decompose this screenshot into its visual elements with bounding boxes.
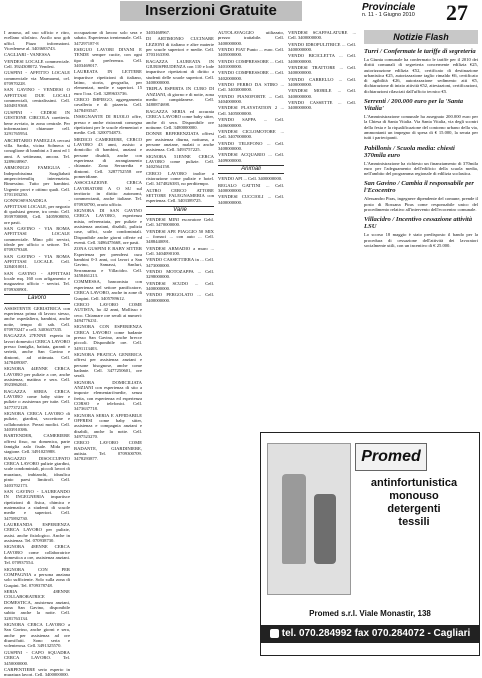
classifieds-column-1	[4, 30, 70, 678]
article-title: Serrenti / 200.000 euro per la 'Santa Vitalia'	[364, 98, 464, 113]
classified-ad: SAN GAVINO - VIA ROMA AFFITTASI LOCALE commerciale. Mino pfit servizi, ideale per ufficio o settore. Tel. 0709379348.	[4, 226, 70, 253]
classified-ad: VENDO PIANOFORTE ... Cell. 3404000000.	[218, 93, 284, 105]
promed-advertisement	[260, 432, 480, 656]
classified-ad: LAUREATA IN LETTERE impartisce ripetizioni di italiano, latino, storia, geografia, per elementari, medie e superiori. 15 euro l'ora. Cell. 3289633736.	[74, 69, 142, 96]
classified-ad: LAUREANDA ESPERIENZA CERCA LAVORO per pulizie, assist. anche fisiologico. Anche in assistenza. Tel. 070938730.	[4, 521, 70, 543]
article-body: L'Amministrazione ha richiesto un finanziamento di 370mila euro per l'adeguamento dell'edificio della scuola media, nell'ambito del programma regionale di edilizia scolastica.	[364, 160, 478, 177]
classified-ad: ARMONIGO FAMIGLIA - Indeprobissima Soagliabati amperciviemiliq interenzieia. Bimessino. Tutto per bambini. Urgente provi e ottimo quali. Cell. 3701183250.	[4, 165, 70, 197]
classified-ad: VENDESI ARMADIO a muro ... Cell. 3404090100.	[146, 245, 214, 257]
product-image	[267, 443, 351, 595]
classified-ad: SIGNORA CON ESPERIENZA CERCA LAVORO come badante presso San Gavino, anche brecce piccoli. Disponibile ore. Cell. 3491113403.	[74, 324, 142, 351]
section-title: Inserzioni Gratuite	[120, 1, 302, 21]
classified-ad: VENDO BICICLETTA ... Cell. 3400000000.	[288, 53, 356, 64]
news-articles	[364, 48, 478, 248]
canister-icon	[314, 494, 336, 564]
article-title: San Gavino / Cambia il responsabile per l'Ecocentro	[364, 180, 474, 195]
classified-ad: VENDESI LOCALE commerciale. Cell. 3924308072. Vendesi.	[4, 58, 70, 70]
article-title: Pabillonis / Scuola media: chiesti 370mila euro	[364, 144, 455, 159]
slogan-line: antinfortunistica	[370, 477, 458, 489]
classified-ad: BARTENDER, CAMERIERE offresi fisso, no domenica, parte famiglia zalo fisale. Mida per stagione. Cell. 3491025988.	[4, 433, 70, 455]
classified-ad: GONNOSFANADIGA - AFFITTASI LOCALE, per negozio di qualsiasi genere, tra cento. Cell. 3939700088, Cell. 3405908050, ore pasti.	[4, 198, 70, 225]
classified-ad: VENDESI MINI escavatore Gehl. Cell. 3470000000.	[146, 217, 214, 228]
news-article	[364, 48, 478, 94]
classified-ad: SAN GAVINO - VENDESI O AFFITTASI DUE LOCALI commerciali, centralissimi. Cell. 3404819368.	[4, 87, 70, 109]
classified-ad: VENDO MOTOZAPPA ... Cell. 3298000000.	[146, 269, 214, 280]
classified-ad: SIGNORA DI SAN GAVINO CERCA LAVORO, esperienza mista, referenziata, per pulizie e assistenza anziani, disabili, pulizia case, uffici, scale condominiali. Disponibile anche giorni offerte ed eventi. Cell. 3486475668, ore pasti.	[74, 208, 142, 246]
classified-ad: SAN GAVINO - LAUREANDO IN INGEGNERIA impartisce ripetizioni di fisica, chimica e matematica a studenti di scuole medie e superiori. Cell. 3475892730.	[4, 488, 70, 521]
article-title: Villacidro / Incentivo cessazione attività LSU	[364, 216, 473, 231]
classified-ad: GUSPINI - CEDESI IN GESTIONE CIRCOLA caretteria. bene avviato, in zona centrale. Per informazioni chiamare cell. 3291765954.	[4, 109, 70, 137]
article-title: Turri / Confermate le tariffe di segreteria	[364, 48, 476, 55]
classified-ad: VENDESI ACQUARIO ... Cell. 3409000000.	[218, 152, 284, 163]
classified-ad: I annoso, ad uso ufficio e ritro, ecellano silofatro. Ascilo uno gob ufficl. Piazo informatoni. Vicedenese al. 3403683743.	[4, 30, 70, 52]
classified-ad: VENDESI CICLOMOTORE ... Cell. 3407000000.	[218, 128, 284, 140]
classified-ad: VENDESI PLAYSTATION 2 ... Cell. 3405000000.	[218, 105, 284, 116]
classified-ad: CERCO IMPIEGO, aggregamento cavalleria e di pizzeria. Cell. 3478493547.	[74, 97, 142, 113]
classified-ad: CERCO LAVORO inoltre a ristorazione come pulizie e hotel. Cell. 3474826383, no perditempo.	[146, 170, 214, 187]
column-4b-entries	[218, 176, 284, 205]
classified-ad: VENDO COMPRESSORE ... Cell. 3402000000.	[218, 70, 284, 81]
classified-ad: SIGNORA 44ENNE CERCA LAVORO per pulizie a ore, anche assistenza, mattina e sera. Cell. 3923862041.	[4, 366, 70, 388]
classified-ad: VENDO CASSETTE ... Cell. 3400000000.	[288, 100, 356, 111]
article-body: L'Amministrazione comunale ha assegnato 200.000 euro per la Chiesa di Santa Vitalia. Via Santa Vitalia, via degli scontri della festa e la riqualificazione del contorno urbano della via, ammontanti un impegno di spesa di € 15.000, la serata per tutti i partecipanti.	[364, 114, 478, 141]
classified-ad: VENDO CARRELLO ... Cell. 3400000000.	[288, 76, 356, 88]
bottle-icon	[282, 474, 306, 564]
slogan-line: detergenti	[387, 503, 441, 515]
classified-ad: VENDESI SCUDO ... Cell. 3400000000.	[146, 280, 214, 292]
classified-ad: ASSISTENTE GERIATRICA con esperienza prima di lavoro stesso, anche ospedaliera, bambini, anche notte, tempo di sab. Cell. 070970247 o cell. 3403637335.	[4, 305, 70, 332]
news-article	[364, 180, 478, 212]
classifieds-column-3	[146, 30, 214, 646]
classified-ad: VENDESI SCAFFALATURE ... Cell. 3400000000.	[288, 30, 356, 41]
ad-address: Promed s.r.l. Viale Monastir, 138	[309, 609, 431, 618]
classified-ad: CERCO LAVORO COME AUTISTA, ho 42 anni, Mollisso e ceco. Chiamare ore serali ai numeri: 3494776231.	[74, 301, 142, 323]
classifieds-column-5	[288, 30, 356, 428]
classified-ad: RAGAZZA SERIA CERCA LAVORO come baby sitter e pulizie o assistenza per tutte. Cell. 3477372128.	[4, 388, 70, 410]
classified-ad: VENDO PERGOLATO ... Cell. 3400000000.	[146, 292, 214, 303]
classified-ad: CARPENTIERE serio esperto in muratura lavori. Cell. 3400000000.	[4, 666, 70, 678]
classified-ad: SIGNORA 51ENNE CERCA LAVORO come pulizie. Cell. 3402564158.	[146, 153, 214, 170]
classified-ad: RAGAZZA LAUREATA IN GIURISPRUDENZA con 110 e lode impartisce ripetizioni di diritto a studenti delle scuole superiori. Cell. 3400000000.	[146, 58, 214, 86]
news-article	[364, 216, 478, 248]
column-3-entries	[146, 30, 214, 204]
classified-ad: SAN GAVINO - VIA ROMA AFFITTASI LOCALE. Cell. 3284010011.	[4, 253, 70, 270]
slogan-line: monouso	[389, 490, 439, 502]
classified-ad: VENDESI MOBILE ... Cell. 3400000000.	[288, 88, 356, 99]
classified-ad: RAGAZZO DISOCCUPATO CERCA LAVORO pulizie giardini, scale condominiali, piccoli lavori di muratura, imbianchi, idraulica pinio paesi limitrofi. Cell. 3403702173.	[4, 455, 70, 488]
classified-ad: GUSPINI - CAPO SQUADRA CERCA LAVORO. Tel. 3450000000.	[4, 649, 70, 666]
classified-ad: SIGNORA DOMICILIATA ANZIANI con esperienza di sito a imposte elementari/medie, senza fretta, con esperienza ed esperienza CORSO e telefonici. Cell. 3473637718.	[74, 379, 142, 412]
classified-ad: SIGNORA CERCA LAVORO a San Gavino, anche giorni e sera, anche per assistenza ad ore diurni/fatti. Sono seria e volenterosa. Cell. 3491325570.	[4, 622, 70, 649]
ad-phone-bar	[261, 625, 479, 643]
classified-ad: occupazione di lavoro solo sera e sabato. Esperienza trentennale. Cell. 347297187-8	[74, 30, 142, 46]
classified-ad: DI ARTIMONIO CUCINARE LEZIONI di italiano e altre materie per scuole superiori e medie. Cell. 3703163390.	[146, 36, 214, 58]
classified-ad: VENDO CASSETTIERA in ... Cell. 3473000000.	[146, 257, 214, 268]
classified-ad: VENDESI CUCCIOLI ... Cell. 3400000000.	[218, 194, 284, 205]
article-body: Lo scorso 18 maggio è stato predisposto il bando per la procedura di cessazione dell'attività dei lavoratori socialmente utili, con un incentivo di € 25.000.	[364, 232, 478, 248]
classified-ad: VENDO FIAT Punto ... euro. Cell. 3405000000.	[218, 47, 284, 58]
classified-ad: CERCO LAVORO COME BADANTE, GIARDINIERE, autista. Tel. 0709300709. 3478293877.	[74, 440, 142, 462]
news-article	[364, 145, 478, 177]
classified-ad: SIGNORA SERIA E AFFIDABILE OFFRESI come baby sitter, assistenza e compagnia anziani e disabili, anche la notte. Cell. 3497523270.	[74, 412, 142, 440]
classified-ad: DONNE REFERENZIATA offresi per assistenza diurna, notturna, a persone anziane, malati o anche assistenza. Cell. 3493757225.	[146, 131, 214, 153]
classified-ad: GUSPINI - AFFITTO LOCALE commerciale via Marmarmi, cel. 070970228.	[4, 70, 70, 87]
classified-ad: ARCHITARIO FAMIGLIA cercasi villa. Sardia, vicina Solmeca si conoglione di bambini a 3 anni ed 1 anni. A settimana, ancora. Tel. 3289638967.	[4, 137, 70, 164]
ad-phones: tel. 070.284992 fax 070.284072 - Cagliari	[281, 628, 471, 639]
classified-ad: VENDO COMPRESSORE ... Cell. 3401000000.	[218, 58, 284, 70]
article-body: Alessandro Piras, ingegnere dipendente del comune, prende il posto di Rossana Piras come responsabile unico del procedimento relativo all'intervento dell'ecocentro comunale.	[364, 196, 478, 213]
classified-ad: VENDO API ... Cell. 3400000000.	[218, 176, 283, 182]
column-1b-entries	[4, 306, 70, 678]
section-heading-animali: Animali	[218, 165, 284, 174]
classified-ad: SAN GAVINO - AFFITTASI locale mq. 160 con arligamento e magazzino ufficio - servizi. Tel. 0709300901.	[4, 270, 70, 292]
classified-ad: RAGAZZA 27ENNE esperta in lavori domestici CERCA LAVORO presso famiglia, baitata, garanti e serietà, anche San Gavino e dintorni, ad ottimata. Cell. 3478489387.	[4, 333, 70, 365]
classified-ad: ASSOCIAZIONE CERCA LAVORATORI A O SU sul territorio in diritto autonomi, commercianti, anche italiane. Tel. 070938700, orario ufficio.	[74, 180, 142, 207]
newspaper-logo: Provinciale	[362, 2, 416, 13]
classified-ad: SERIA 48ENNE COLLABORATRICE DOMESTICA, assistenza anziani, zona San Gavino, disponibile subito anche la notte. Cell. 3281763134.	[4, 589, 70, 621]
classified-ad: VENDO SAPPA ... Cell. 3406000000.	[218, 117, 284, 128]
classified-ad: VENDESI TRATTORE ... Cell. 3400000000.	[288, 65, 356, 76]
news-article	[364, 98, 478, 140]
page-number: 27	[446, 0, 468, 25]
ad-slogan	[353, 477, 475, 529]
classified-ad: COMMESSA, banconista con esperienza nel settore panificatore, CERCA LAVORO, anche in zone di Guspini. Cell. 3405789612.	[74, 279, 142, 301]
classified-ad: AUTOLAVAGGIO utilizzato, prezzo trattabile. Cell. 3400000000.	[218, 30, 284, 46]
classified-ad: VENDO IDROPULITRICE ... Cell. 3400000000.	[288, 41, 356, 53]
classified-ad: VENDO TELEFONO ... Cell. 3408000000.	[218, 140, 284, 151]
classified-ad: TRIPLA ESPERTA IN CURO DI ANZIANI, di giorno e di notte, zona medio campidanese. Cell. 3480874698.	[146, 86, 214, 108]
classified-ad: VENDO FERRO DA STIRO ... Cell. 3403000000.	[218, 82, 284, 93]
classified-ad: 3403468967.	[146, 30, 171, 35]
column-1-entries	[4, 30, 70, 292]
section-heading-lavoro: Lavoro	[4, 294, 70, 303]
classified-ad: MEDICO CAMERIERE, CERCO LAVORO 43 anni, assisto a domicilio di bambini, anziani e persone disabili, anche con esperienza di arrangiamento chiamate. Zona Serraredia e dintorni. Cell. 3287752558 ore pomeridiane.	[74, 136, 142, 179]
column-5-entries	[288, 30, 356, 111]
news-flash-panel	[364, 30, 478, 428]
issue-date: n. 11 - 1 Giugno 2010	[362, 12, 415, 18]
classified-ad: SIGNORA PRATICA GENERICA offresi per assistenza anziani e persone bisognose, anche come badante. Cell. 3477250601, ore serali.	[74, 351, 142, 379]
promed-logo: Promed	[355, 443, 427, 471]
classifieds-column-4	[218, 30, 284, 430]
column-4-entries	[218, 30, 284, 163]
classifieds-column-2	[74, 30, 142, 646]
classified-ad: SIGNORA CERCA LAVORO di pulizie, giardini, vaccettone e collaboratrice. Prezzi modici. Cell. 3403910386.	[4, 411, 70, 433]
classified-ad: RAGAZZA SERIA ed accurata CERCA LAVORO come baby sitter, anche di sera. Disponibile ore notturne. Cell. 3480000000.	[146, 108, 214, 130]
article-body: La Giunta comunale ha confermato le tariffe per il 2010 dei diritti comunali di segreteria concernente edilizia €25, autorizzazione edilizia €52, certificato di destinazione urbanistica €25, autorizzazione taglio rimaldo €6, certificato di agibilità €26, autorizzazione sedimento atti €5, dichiarazione di inizio attività €52, attestazioni, certificazioni, dichiarazioni rilasciati dall'ufficio tecnico €5.	[364, 57, 478, 94]
classified-ad: ALTRO CERCO ATTORE SETTORE FALEGNAMERIA con esperienza. Cell. 3403389725.	[146, 187, 214, 204]
news-flash-banner: Notizie Flash	[364, 30, 478, 44]
classified-ad: SIGNORA CON PER COMPAGNIA a persona anziana solo sufficiente. Solo sulla zona di Guspini. Tel. 0709378748.	[4, 566, 70, 588]
classified-ad: ZONA GUSPINI E BABY SITTER Esperienza per prendersi cura bambini 0-3 anni, coi lavori a San Gavino, Samassi, Sanluri, Serramanna e Villacidro. Cell. 3458461213.	[74, 246, 142, 279]
classified-ad: CAGLIARI - VANESSA	[4, 52, 51, 58]
column-3b-entries	[146, 217, 214, 303]
classified-ad: INSEGNANTE DI RUOLO offre, presso e anche ristoranti consegna ripetizioni per le scuole elementari e medie. Cell. 3200754873.	[74, 114, 142, 136]
column-2-entries	[74, 30, 142, 462]
classified-ad: SIGNORA 48ENNE CERCA LAVORO come collaboratrice domestica a ore, assistenza anziani. Tel. 070937554.	[4, 544, 70, 566]
classified-ad: VENDESI APE PIAGGIO 50 MIX ... fornaci ... con auto ... Cell. 3488440091.	[146, 228, 214, 245]
classified-ad: REGALO GATTINI ... Cell. 3400000000.	[218, 182, 284, 193]
phone-icon	[270, 629, 279, 638]
page-header	[0, 0, 482, 24]
slogan-line: tessili	[398, 516, 430, 528]
section-heading-varie: Varie	[146, 206, 214, 215]
classified-ad: ESEGUO LAVORI DIVANI E TENDE sempre cucite, con ogni tipo di preferenza. Cell. 3403469017.	[74, 47, 142, 69]
